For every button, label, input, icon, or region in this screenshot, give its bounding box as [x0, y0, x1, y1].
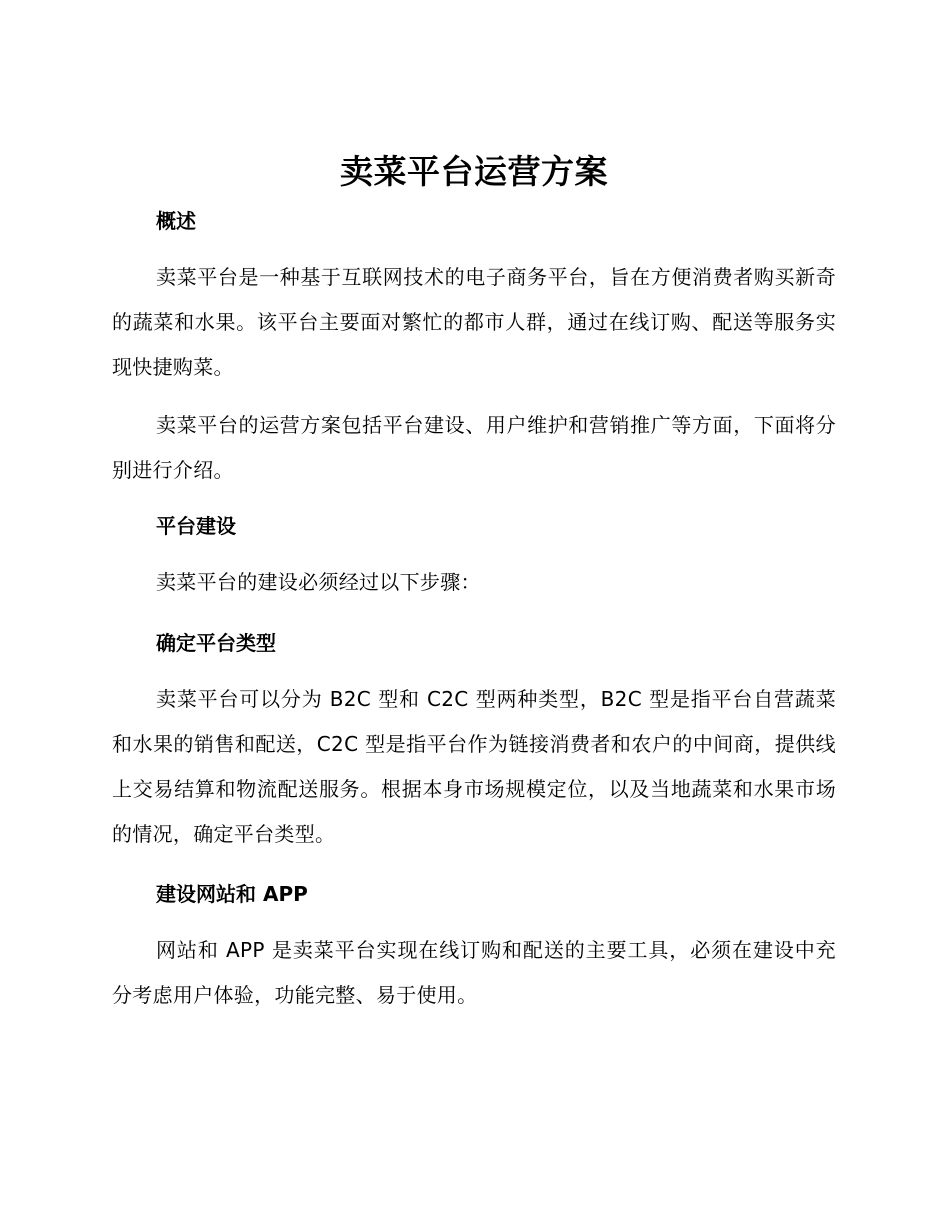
paragraph: 卖菜平台的建设必须经过以下步骤： [156, 570, 481, 594]
document-title: 卖菜平台运营方案 [340, 152, 608, 191]
section-heading-platform-construction: 平台建设 [156, 514, 236, 538]
section-heading-website-app: 建设网站和 APP [156, 882, 308, 906]
paragraph: 网站和 APP 是卖菜平台实现在线订购和配送的主要工具，必须在建设中充分考虑用户体验，功能完整、易于使用。 [112, 938, 836, 1007]
paragraph: 卖菜平台的运营方案包括平台建设、用户维护和营销推广等方面，下面将分别进行介绍。 [112, 413, 836, 482]
document-page [112, 148, 836, 1018]
section-heading-platform-type: 确定平台类型 [156, 631, 276, 655]
paragraph: 卖菜平台可以分为 B2C 型和 C2C 型两种类型，B2C 型是指平台自营蔬菜和水果的销售和配送，C2C 型是指平台作为链接消费者和农户的中间商，提供线上交易结算和物流配送服务。根据本身市场规模定位，以及当地蔬菜和水果市场的情况，确定平台类型。 [112, 687, 836, 846]
paragraph: 卖菜平台是一种基于互联网技术的电子商务平台，旨在方便消费者购买新奇的蔬菜和水果。该平台主要面对繁忙的都市人群，通过在线订购、配送等服务实现快捷购菜。 [112, 265, 836, 379]
section-heading-overview: 概述 [156, 209, 196, 233]
